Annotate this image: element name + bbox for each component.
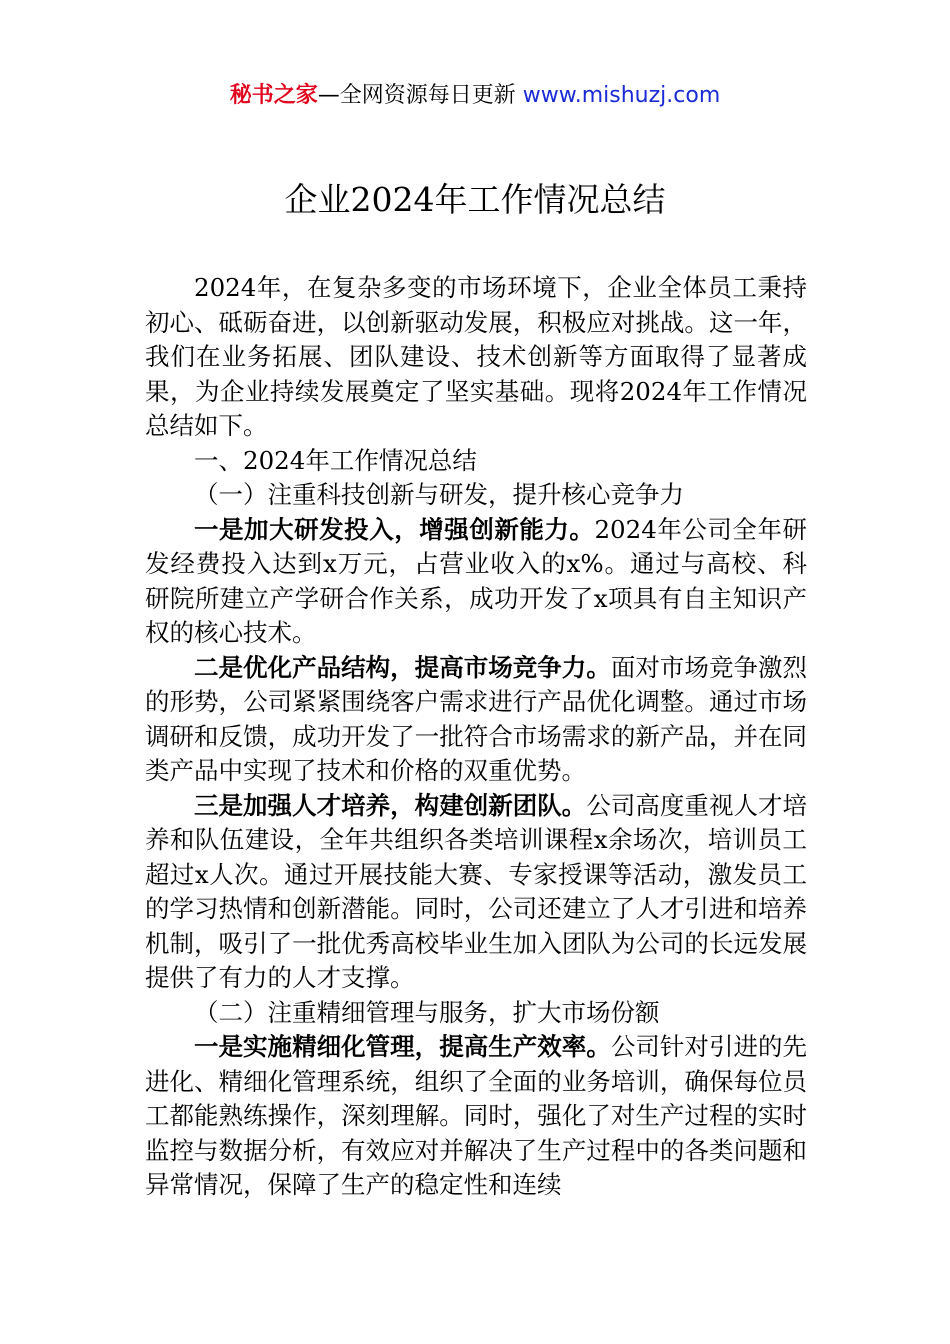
subsection-heading-1: （一）注重科技创新与研发，提升核心竞争力 <box>194 480 684 509</box>
paragraph-4-text: 公司针对引进的先进化、精细化管理系统，组织了全面的业务培训，确保每位员工都能熟练操作，深刻理解。同时，强化了对生产过程的实时监控与数据分析，有效应对并解决了生产过程中的各类问题和异常情况，保障了生产的稳定性和连续 <box>145 1032 808 1199</box>
header-tagline: —全网资源每日更新 <box>317 83 523 108</box>
paragraph-4-lead: 一是实施精细化管理，提高生产效率。 <box>194 1032 611 1061</box>
paragraph-2-text: 面对市场竞争激烈的形势，公司紧紧围绕客户需求进行产品优化调整。通过市场调研和反馈，成功开发了一批符合市场需求的新产品，并在同类产品中实现了技术和价格的双重优势。 <box>145 652 808 785</box>
paragraph-1-text: 2024年公司全年研发经费投入达到x万元，占营业收入的x%。通过与高校、科研院所建立产学研合作关系，成功开发了x项具有自主知识产权的核心技术。 <box>145 514 807 647</box>
site-url[interactable]: www.mishuzj.com <box>522 83 721 108</box>
paragraph-1 <box>145 513 807 651</box>
intro-paragraph: 2024年，在复杂多变的市场环境下，企业全体员工秉持初心、砥砺奋进，以创新驱动发展，积极应对挑战。这一年，我们在业务拓展、团队建设、技术创新等方面取得了显著成果，为企业持续发展奠定了坚实基础。现将2024年工作情况总结如下。 <box>145 273 807 440</box>
subsection-heading-2: （二）注重精细管理与服务，扩大市场份额 <box>194 997 660 1027</box>
paragraph-2 <box>145 651 807 789</box>
paragraph-4 <box>145 1030 807 1203</box>
paragraph-1-lead: 一是加大研发投入，增强创新能力。 <box>194 514 595 544</box>
document-body <box>145 271 807 1203</box>
paragraph-3-text: 公司高度重视人才培养和队伍建设，全年共组织各类培训课程x余场次，培训员工超过x人次。通过开展技能大赛、专家授课等活动，激发员工的学习热情和创新潜能。同时，公司还建立了人才引进和培养机制，吸引了一批优秀高校毕业生加入团队为公司的长远发展提供了有力的人才支撑。 <box>145 790 808 992</box>
section-heading: 一、2024年工作情况总结 <box>194 445 477 475</box>
paragraph-3-lead: 三是加强人才培养，构建创新团队。 <box>194 790 587 820</box>
paragraph-3 <box>145 789 807 996</box>
paragraph-2-lead: 二是优化产品结构，提高市场竞争力。 <box>194 652 611 682</box>
brand-name: 秘书之家 <box>229 83 318 108</box>
document-title: 企业2024年工作情况总结 <box>284 180 666 219</box>
site-header <box>0 80 950 112</box>
